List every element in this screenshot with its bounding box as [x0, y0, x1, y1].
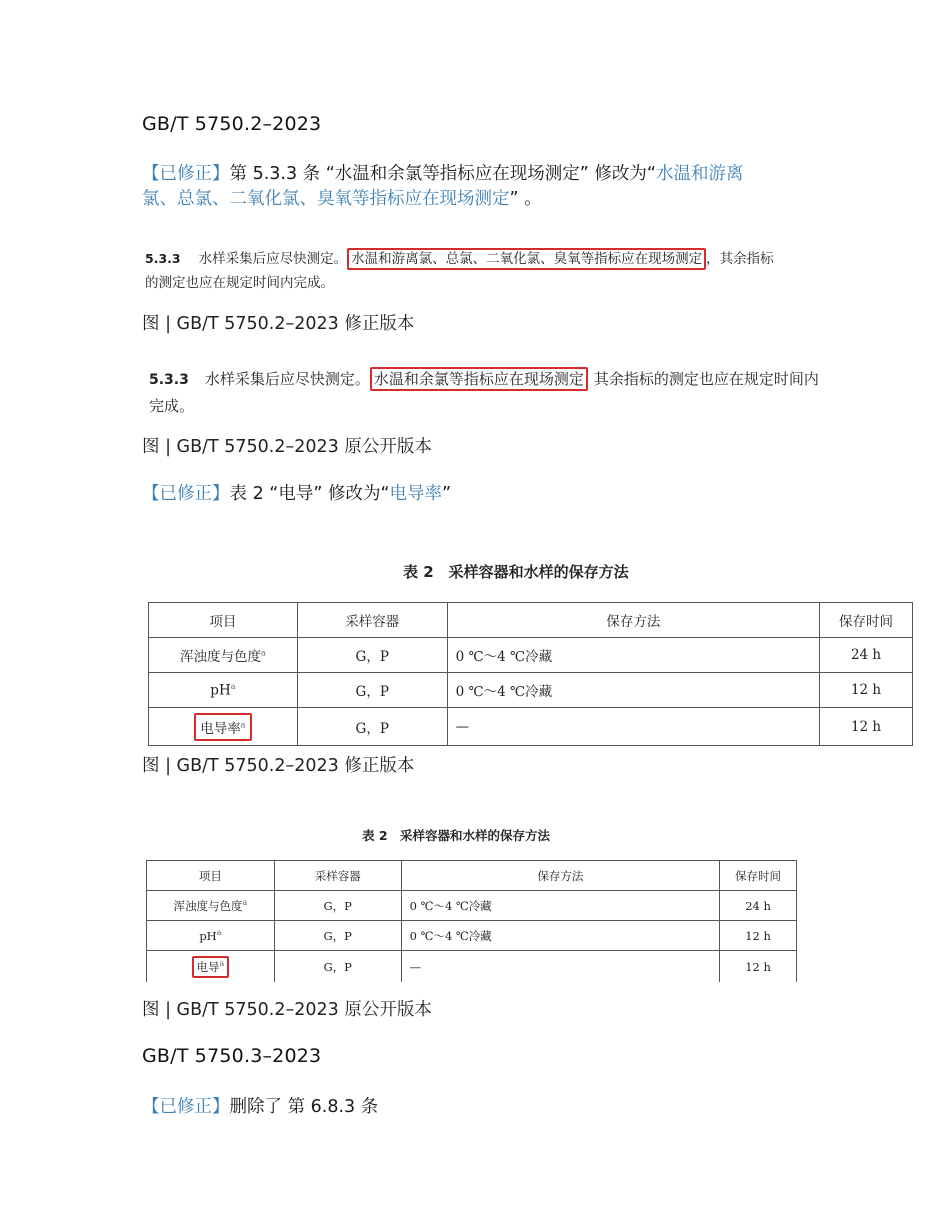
table-header-row: [147, 861, 797, 891]
fix-note-1-line2: [142, 187, 542, 211]
cell-method: 0 ℃～4 ℃冷藏: [401, 891, 719, 921]
fix-tag: 【已修正】: [142, 1097, 230, 1117]
cell-container: G，P: [297, 708, 447, 746]
fix-note-2: [142, 482, 451, 506]
cell-time: 12 h: [720, 921, 797, 951]
table-original: [146, 860, 797, 983]
cell-container: G，P: [297, 673, 447, 708]
cell-item: [149, 708, 298, 746]
fix-tag: 【已修正】: [142, 484, 230, 504]
cell-method: —: [447, 708, 819, 746]
column-header: 保存方法: [401, 861, 719, 891]
table-row: [149, 638, 913, 673]
cell-time: 24 h: [720, 891, 797, 921]
cell-time: 12 h: [720, 951, 797, 983]
fix-highlight: 水温和游离: [655, 164, 744, 184]
section-title-5750-3: GB/T 5750.3–2023: [142, 1045, 322, 1067]
table-row: [149, 708, 913, 746]
fix-text: 第 5.3.3 条 “水温和余氯等指标应在现场测定” 修改为“: [229, 164, 656, 184]
clause-snippet-original-line2: 完成。: [149, 397, 195, 415]
cell-item: $pH^a$: [149, 673, 298, 708]
table-title: 表 2 采样容器和水样的保存方法: [362, 828, 551, 843]
fix-text: 表 2 “电导” 修改为“: [229, 484, 390, 504]
fix-highlight: 电导率: [389, 484, 443, 504]
cell-container: G，P: [274, 921, 401, 951]
figure-caption: 图 | GB/T 5750.2–2023 修正版本: [142, 756, 415, 776]
cell-item: [147, 951, 275, 983]
clause-text: ，其余指标: [706, 251, 774, 267]
table-row: [149, 673, 913, 708]
fix-text: 删除了 第 6.8.3 条: [229, 1097, 379, 1117]
clause-snippet-original: [149, 366, 819, 393]
clause-number: 5.3.3: [149, 372, 189, 388]
fix-text-end: ”: [442, 484, 452, 504]
clause-snippet-revised: [145, 247, 774, 271]
cell-method: —: [401, 951, 719, 983]
table-header-row: [149, 603, 913, 638]
clause-text: 水样采集后应尽快测定。: [198, 251, 348, 267]
fix-text-end: ” 。: [509, 189, 542, 209]
column-header: 保存时间: [720, 861, 797, 891]
cell-container: G，P: [274, 891, 401, 921]
cell-item: $pH^a$: [147, 921, 275, 951]
fix-note-1: [142, 162, 743, 186]
table-title: 表 2 采样容器和水样的保存方法: [403, 563, 629, 581]
cell-item: 浑浊度与色度$^a$: [149, 638, 298, 673]
cell-method: 0 ℃～4 ℃冷藏: [447, 673, 819, 708]
highlighted-cell: 电导$^a$: [192, 956, 230, 978]
crop-edge: [140, 746, 930, 750]
column-header: 采样容器: [274, 861, 401, 891]
table-revised: [148, 602, 913, 746]
highlighted-text: 水温和游离氯、总氯、二氧化氯、臭氧等指标应在现场测定: [347, 248, 706, 270]
cell-container: G，P: [274, 951, 401, 983]
cell-method: 0 ℃～4 ℃冷藏: [447, 638, 819, 673]
column-header: 保存方法: [447, 603, 819, 638]
crop-edge: [140, 982, 820, 986]
table-row: [147, 891, 797, 921]
cell-container: G，P: [297, 638, 447, 673]
figure-caption: 图 | GB/T 5750.2–2023 原公开版本: [142, 1000, 432, 1020]
cell-time: 12 h: [820, 673, 913, 708]
highlighted-text: 水温和余氯等指标应在现场测定: [370, 367, 588, 391]
cell-item: 浑浊度与色度$^a$: [147, 891, 275, 921]
column-header: 项目: [149, 603, 298, 638]
fix-tag: 【已修正】: [142, 164, 230, 184]
table-row: [147, 951, 797, 983]
clause-number: 5.3.3: [145, 251, 181, 266]
figure-caption: 图 | GB/T 5750.2–2023 修正版本: [142, 314, 415, 334]
cell-time: 12 h: [820, 708, 913, 746]
column-header: 采样容器: [297, 603, 447, 638]
fix-highlight: 氯、总氯、二氧化氯、臭氧等指标应在现场测定: [142, 189, 510, 209]
figure-caption: 图 | GB/T 5750.2–2023 原公开版本: [142, 437, 432, 457]
highlighted-cell: 电导率$^a$: [194, 713, 251, 741]
fix-note-3: [142, 1095, 378, 1119]
table-row: [147, 921, 797, 951]
clause-snippet-revised-line2: 的测定也应在规定时间内完成。: [145, 275, 334, 291]
cell-time: 24 h: [820, 638, 913, 673]
cell-method: 0 ℃～4 ℃冷藏: [401, 921, 719, 951]
column-header: 项目: [147, 861, 275, 891]
column-header: 保存时间: [820, 603, 913, 638]
clause-text: 水样采集后应尽快测定。: [204, 370, 370, 388]
clause-text: 其余指标的测定也应在规定时间内: [593, 370, 819, 388]
section-title-5750-2: GB/T 5750.2–2023: [142, 113, 322, 135]
